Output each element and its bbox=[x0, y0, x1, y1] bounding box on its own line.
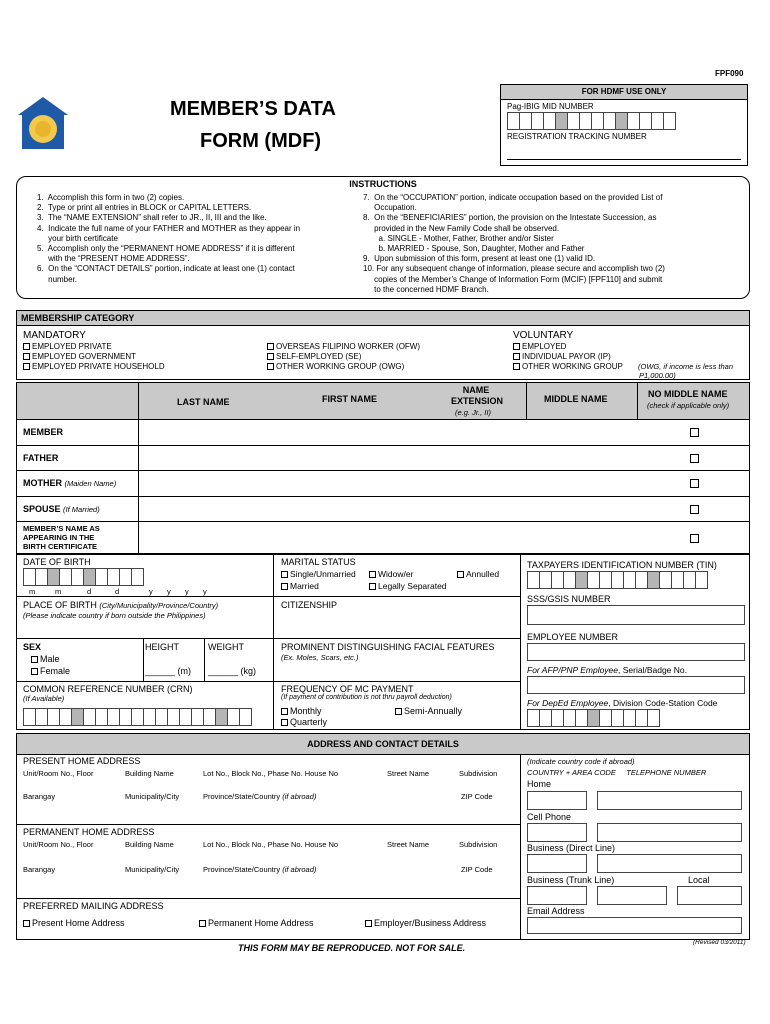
dob-format-letter: y bbox=[149, 587, 153, 596]
name-row-label: SPOUSE bbox=[23, 503, 61, 514]
address-col-text: Unit/Room No., Floor bbox=[23, 840, 94, 849]
address-col-label bbox=[461, 792, 493, 801]
checkbox[interactable] bbox=[267, 343, 274, 350]
bus-trunk-local[interactable] bbox=[677, 886, 742, 905]
name-field-spouse[interactable] bbox=[139, 497, 639, 521]
mid-number-label: Pag-IBIG MID NUMBER bbox=[507, 102, 594, 111]
cell-area-code[interactable] bbox=[527, 823, 587, 842]
sss-field[interactable] bbox=[527, 605, 745, 625]
name-field-mother[interactable] bbox=[139, 471, 639, 495]
no-middle-name-header: NO MIDDLE NAME bbox=[648, 389, 728, 399]
address-col-text: Street Name bbox=[387, 769, 430, 778]
marital-label: MARITAL STATUS bbox=[281, 557, 356, 567]
mid-number-boxes[interactable] bbox=[507, 112, 675, 130]
home-area-code[interactable] bbox=[527, 791, 587, 810]
afp-pnp-field[interactable] bbox=[527, 676, 745, 694]
mandatory-col2 bbox=[267, 342, 420, 372]
address-col-text: Barangay bbox=[23, 865, 56, 874]
weight-label: WEIGHT bbox=[208, 642, 244, 652]
bus-direct-label: Business (Direct Line) bbox=[527, 843, 616, 853]
citizenship-label: CITIZENSHIP bbox=[281, 600, 338, 610]
local-label: Local bbox=[688, 875, 710, 885]
middle-name-header: MIDDLE NAME bbox=[544, 394, 608, 404]
dob-format-letter: y bbox=[203, 587, 207, 596]
email-field[interactable] bbox=[527, 917, 742, 934]
instruction-line: your birth certificate bbox=[37, 233, 118, 243]
address-col-label bbox=[125, 792, 179, 801]
no-middle-name-checkbox[interactable] bbox=[690, 505, 699, 514]
address-abroad-note: (if abroad) bbox=[282, 792, 317, 801]
sex-female[interactable]: Female bbox=[31, 666, 70, 676]
membership-option-label: EMPLOYED PRIVATE bbox=[32, 342, 112, 351]
instructions-heading: INSTRUCTIONS bbox=[349, 179, 417, 189]
membership-option-col2[interactable] bbox=[267, 352, 420, 362]
voluntary-label: VOLUNTARY bbox=[513, 330, 574, 341]
address-col-label bbox=[125, 769, 174, 778]
rtn-label: REGISTRATION TRACKING NUMBER bbox=[507, 132, 647, 141]
name-row-label-mother bbox=[23, 478, 116, 488]
address-col-label bbox=[459, 769, 497, 778]
address-col-text: ZIP Code bbox=[461, 792, 493, 801]
birthcert-line1: MEMBER’S NAME AS bbox=[23, 524, 100, 533]
address-col-text: Lot No., Block No., Phase No. House No bbox=[203, 769, 339, 778]
instructions-left bbox=[37, 193, 377, 285]
address-col-label bbox=[125, 865, 179, 874]
birthcert-line3: BIRTH CERTIFICATE bbox=[23, 542, 98, 551]
instruction-line: 10. For any subsequent change of information, please secure and accomplish two (2) bbox=[363, 264, 665, 274]
height-label: HEIGHT bbox=[145, 642, 180, 652]
address-col-text: Municipality/City bbox=[125, 865, 180, 874]
pob-note: (Please indicate country if born outside the Philippines) bbox=[23, 611, 206, 620]
instruction-line: copies of the Member’s Change of Information Form (MCIF) [FPF110] and submit bbox=[363, 274, 663, 284]
freq-quarterly[interactable]: Quarterly bbox=[281, 717, 327, 727]
name-row-label-member bbox=[23, 427, 63, 437]
instruction-line: Occupation. bbox=[363, 203, 417, 213]
membership-option-label: SELF-EMPLOYED (SE) bbox=[276, 352, 362, 361]
address-col-label bbox=[125, 840, 174, 849]
dob-boxes[interactable] bbox=[23, 568, 143, 586]
home-phone-field[interactable] bbox=[597, 791, 742, 810]
membership-option-col3[interactable] bbox=[513, 362, 623, 372]
name-row-label: MOTHER bbox=[23, 478, 62, 488]
rtn-line[interactable] bbox=[507, 159, 741, 160]
address-col-text: ZIP Code bbox=[461, 865, 493, 874]
checkbox[interactable] bbox=[23, 343, 30, 350]
address-col-label bbox=[23, 865, 55, 874]
membership-option-label: INDIVIDUAL PAYOR (IP) bbox=[522, 352, 611, 361]
weight-field[interactable]: ______ (kg) bbox=[208, 666, 257, 676]
address-col-text: Lot No., Block No., Phase No. House No bbox=[203, 840, 339, 849]
name-row-note: (Maiden Name) bbox=[64, 479, 117, 488]
form-title-line2: FORM (MDF) bbox=[200, 130, 322, 152]
mail-present[interactable]: Present Home Address bbox=[23, 918, 125, 928]
no-middle-name-checkbox[interactable] bbox=[690, 454, 699, 463]
address-col-label bbox=[203, 792, 316, 801]
dob-format-letter: m bbox=[29, 587, 36, 596]
mandatory-label: MANDATORY bbox=[23, 330, 86, 341]
personal-info-section bbox=[16, 554, 750, 730]
form-title-line1: MEMBER’S DATA bbox=[170, 98, 336, 120]
hdmf-use-only-box bbox=[500, 84, 748, 166]
membership-option-label: EMPLOYED bbox=[522, 342, 567, 351]
address-col-label bbox=[23, 769, 93, 778]
instruction-line: b. MARRIED - Spouse, Son, Daughter, Mother and Father bbox=[363, 244, 585, 254]
instruction-line: 5. Accomplish only the “PERMANENT HOME ADDRESS” if it is different bbox=[37, 244, 295, 254]
instruction-line: 6. On the “CONTACT DETAILS” portion, indicate at least one (1) contact bbox=[37, 264, 295, 274]
address-col-label bbox=[387, 840, 429, 849]
dob-format-letter: d bbox=[87, 587, 92, 596]
crn-boxes[interactable] bbox=[23, 708, 251, 726]
instructions-right bbox=[363, 193, 748, 295]
voluntary-col bbox=[513, 342, 623, 372]
instruction-line: to the concerned HDMF Branch. bbox=[363, 284, 489, 294]
address-col-label bbox=[23, 840, 93, 849]
mail-employer[interactable]: Employer/Business Address bbox=[365, 918, 486, 928]
birthcert-line2: APPEARING IN THE bbox=[23, 533, 95, 542]
membership-option-label: OVERSEAS FILIPINO WORKER (OFW) bbox=[276, 342, 421, 351]
birthcert-no-middle-checkbox[interactable] bbox=[690, 534, 699, 543]
last-name-header: LAST NAME bbox=[177, 397, 230, 407]
crn-label: COMMON REFERENCE NUMBER (CRN) bbox=[23, 684, 193, 694]
no-middle-name-checkbox[interactable] bbox=[690, 479, 699, 488]
address-col-text: Province/State/Country bbox=[203, 792, 281, 801]
dob-format-letter: y bbox=[185, 587, 189, 596]
bus-direct-field[interactable] bbox=[597, 854, 742, 873]
address-col-text: Unit/Room No., Floor bbox=[23, 769, 94, 778]
membership-category-section bbox=[16, 310, 750, 380]
cell-phone-label: Cell Phone bbox=[527, 812, 572, 822]
membership-heading: MEMBERSHIP CATEGORY bbox=[17, 311, 749, 326]
facial-features-note: (Ex. Moles, Scars, etc.) bbox=[281, 653, 359, 662]
membership-option-label: EMPLOYED GOVERNMENT bbox=[32, 352, 137, 361]
address-col-label bbox=[461, 865, 493, 874]
names-header bbox=[17, 383, 749, 420]
address-col-text: Building Name bbox=[125, 769, 174, 778]
dob-format-letter: y bbox=[167, 587, 171, 596]
email-label: Email Address bbox=[527, 906, 585, 916]
address-col-label bbox=[459, 840, 497, 849]
mailing-label: PREFERRED MAILING ADDRESS bbox=[23, 901, 164, 911]
address-col-label bbox=[203, 865, 316, 874]
instruction-line: 9. Upon submission of this form, present at least one (1) valid ID. bbox=[363, 254, 596, 264]
marital-married[interactable]: Married bbox=[281, 581, 319, 591]
sss-label: SSS/GSIS NUMBER bbox=[527, 594, 611, 604]
facial-features-label: PROMINENT DISTINGUISHING FACIAL FEATURES bbox=[281, 642, 495, 652]
instruction-line: 3. The “NAME EXTENSION” shall refer to JR., II, III and the like. bbox=[37, 213, 267, 223]
checkbox[interactable] bbox=[267, 363, 274, 370]
address-section bbox=[16, 733, 750, 940]
first-name-header: FIRST NAME bbox=[322, 394, 377, 404]
checkbox[interactable] bbox=[513, 343, 520, 350]
contact-note: (Indicate country code if abroad) bbox=[527, 757, 635, 766]
frequency-note: (If payment of contribution is not thru payroll deduction) bbox=[281, 694, 452, 701]
membership-option-col2[interactable] bbox=[267, 342, 420, 352]
owg-note-2: P1,000.00) bbox=[639, 371, 676, 380]
instruction-line: 2. Type or print all entries in BLOCK or CAPITAL LETTERS. bbox=[37, 203, 252, 213]
bus-trunk-area[interactable] bbox=[527, 886, 587, 905]
instruction-line: number. bbox=[37, 274, 78, 284]
membership-option-col1[interactable] bbox=[23, 362, 165, 372]
checkbox[interactable] bbox=[513, 363, 520, 370]
dob-format-letter: d bbox=[115, 587, 120, 596]
name-row-label-father bbox=[23, 453, 58, 463]
address-col-label bbox=[387, 769, 429, 778]
birthcert-name-field[interactable] bbox=[139, 522, 639, 552]
sex-male[interactable]: Male bbox=[31, 654, 60, 664]
afp-pnp-label: For AFP/PNP Employee, Serial/Badge No. bbox=[527, 665, 687, 675]
contact-cols: COUNTRY + AREA CODE TELEPHONE NUMBER bbox=[527, 768, 707, 777]
tin-boxes[interactable] bbox=[527, 571, 707, 589]
permanent-address-label: PERMANENT HOME ADDRESS bbox=[23, 827, 155, 837]
membership-option-label: OTHER WORKING GROUP (OWG) bbox=[276, 362, 405, 371]
pob-label: PLACE OF BIRTH (City/Municipality/Province/Country) bbox=[23, 600, 219, 610]
name-extension-note: (e.g. Jr., II) bbox=[455, 408, 491, 417]
address-col-text: Building Name bbox=[125, 840, 174, 849]
hdmf-header: FOR HDMF USE ONLY bbox=[501, 85, 747, 100]
dob-format-letter: m bbox=[55, 587, 62, 596]
marital-annulled[interactable]: Annulled bbox=[457, 569, 499, 579]
name-row-note: (If Married) bbox=[63, 504, 100, 514]
address-col-label bbox=[23, 792, 55, 801]
membership-option-col1[interactable] bbox=[23, 342, 165, 352]
frequency-label: FREQUENCY OF MC PAYMENT bbox=[281, 684, 414, 694]
bus-trunk-label: Business (Trunk Line) bbox=[527, 875, 615, 885]
cell-phone-field[interactable] bbox=[597, 823, 742, 842]
name-extension-header: NAME EXTENSION bbox=[451, 385, 504, 406]
address-heading: ADDRESS AND CONTACT DETAILS bbox=[17, 734, 749, 755]
address-col-text: Subdivision bbox=[459, 769, 498, 778]
present-address-label: PRESENT HOME ADDRESS bbox=[23, 756, 141, 766]
instruction-line: provided in the New Family Code shall be observed. bbox=[363, 223, 560, 233]
deped-label: For DepEd Employee, Division Code-Station Code bbox=[527, 698, 718, 708]
employee-number-field[interactable] bbox=[527, 643, 745, 661]
marital-widower[interactable]: Widow/er bbox=[369, 569, 413, 579]
name-field-member[interactable] bbox=[139, 420, 639, 444]
address-col-text: Barangay bbox=[23, 792, 56, 801]
instruction-line: with the “PRESENT HOME ADDRESS”. bbox=[37, 254, 190, 264]
name-row-label: MEMBER bbox=[23, 427, 63, 437]
instruction-line: 7. On the “OCCUPATION” portion, indicate occupation based on the provided List of bbox=[363, 193, 663, 202]
address-col-label bbox=[203, 840, 338, 849]
names-table bbox=[16, 382, 750, 554]
dob-label: DATE OF BIRTH bbox=[23, 557, 91, 567]
membership-option-col3[interactable] bbox=[513, 342, 623, 352]
form-code: FPF090 bbox=[715, 69, 744, 78]
name-field-father[interactable] bbox=[139, 446, 639, 470]
freq-semi-annually[interactable]: Semi-Annually bbox=[395, 706, 462, 716]
marital-legally-separated[interactable]: Legally Separated bbox=[369, 581, 447, 591]
freq-monthly[interactable]: Monthly bbox=[281, 706, 322, 716]
membership-option-label: EMPLOYED PRIVATE HOUSEHOLD bbox=[32, 362, 165, 371]
address-col-text: Street Name bbox=[387, 840, 430, 849]
bus-direct-area[interactable] bbox=[527, 854, 587, 873]
mandatory-col1 bbox=[23, 342, 165, 372]
mail-permanent[interactable]: Permanent Home Address bbox=[199, 918, 314, 928]
address-abroad-note: (if abroad) bbox=[282, 865, 317, 874]
address-col-text: Subdivision bbox=[459, 840, 498, 849]
name-row-label: FATHER bbox=[23, 452, 59, 463]
membership-option-label: OTHER WORKING GROUP bbox=[522, 362, 623, 371]
checkbox[interactable] bbox=[513, 353, 520, 360]
crn-note: (If Available) bbox=[23, 694, 65, 703]
marital-single[interactable]: Single/Unmarried bbox=[281, 569, 356, 579]
tin-label: TAXPAYERS IDENTIFICATION NUMBER (TIN) bbox=[527, 560, 717, 570]
employee-number-label: EMPLOYEE NUMBER bbox=[527, 632, 619, 642]
instruction-line: a. SINGLE - Mother, Father, Brother and/or Sister bbox=[363, 233, 554, 243]
instruction-line: 4. Indicate the full name of your FATHER and MOTHER as they appear in bbox=[37, 223, 301, 233]
checkbox[interactable] bbox=[23, 363, 30, 370]
address-col-label bbox=[203, 769, 338, 778]
name-row-label-spouse bbox=[23, 504, 100, 514]
membership-option-col3[interactable] bbox=[513, 352, 623, 362]
instruction-line: 1. Accomplish this form in two (2) copies. bbox=[37, 193, 185, 202]
bus-trunk-field[interactable] bbox=[597, 886, 667, 905]
footer-notice: THIS FORM MAY BE REPRODUCED. NOT FOR SALE. bbox=[238, 943, 466, 953]
pagibig-logo bbox=[16, 95, 70, 151]
instruction-line: 8. On the “BENEFICIARIES” portion, the provision on the Intestate Succession, as bbox=[363, 213, 657, 223]
deped-boxes[interactable] bbox=[527, 709, 659, 727]
home-phone-label: Home bbox=[527, 779, 552, 789]
sex-label: SEX bbox=[23, 642, 42, 652]
instructions-box bbox=[16, 176, 750, 299]
membership-option-col1[interactable] bbox=[23, 352, 165, 362]
address-col-text: Province/State/Country bbox=[203, 865, 281, 874]
address-col-text: Municipality/City bbox=[125, 792, 180, 801]
no-middle-name-note: (check if applicable only) bbox=[647, 401, 730, 410]
checkbox[interactable] bbox=[267, 353, 274, 360]
height-field[interactable]: ______ (m) bbox=[145, 666, 192, 676]
owg-note: (OWG, if income is less than bbox=[638, 362, 734, 371]
membership-option-col2[interactable] bbox=[267, 362, 420, 372]
no-middle-name-checkbox[interactable] bbox=[690, 428, 699, 437]
revised-date: (Revised 03/2011) bbox=[693, 939, 746, 946]
checkbox[interactable] bbox=[23, 353, 30, 360]
